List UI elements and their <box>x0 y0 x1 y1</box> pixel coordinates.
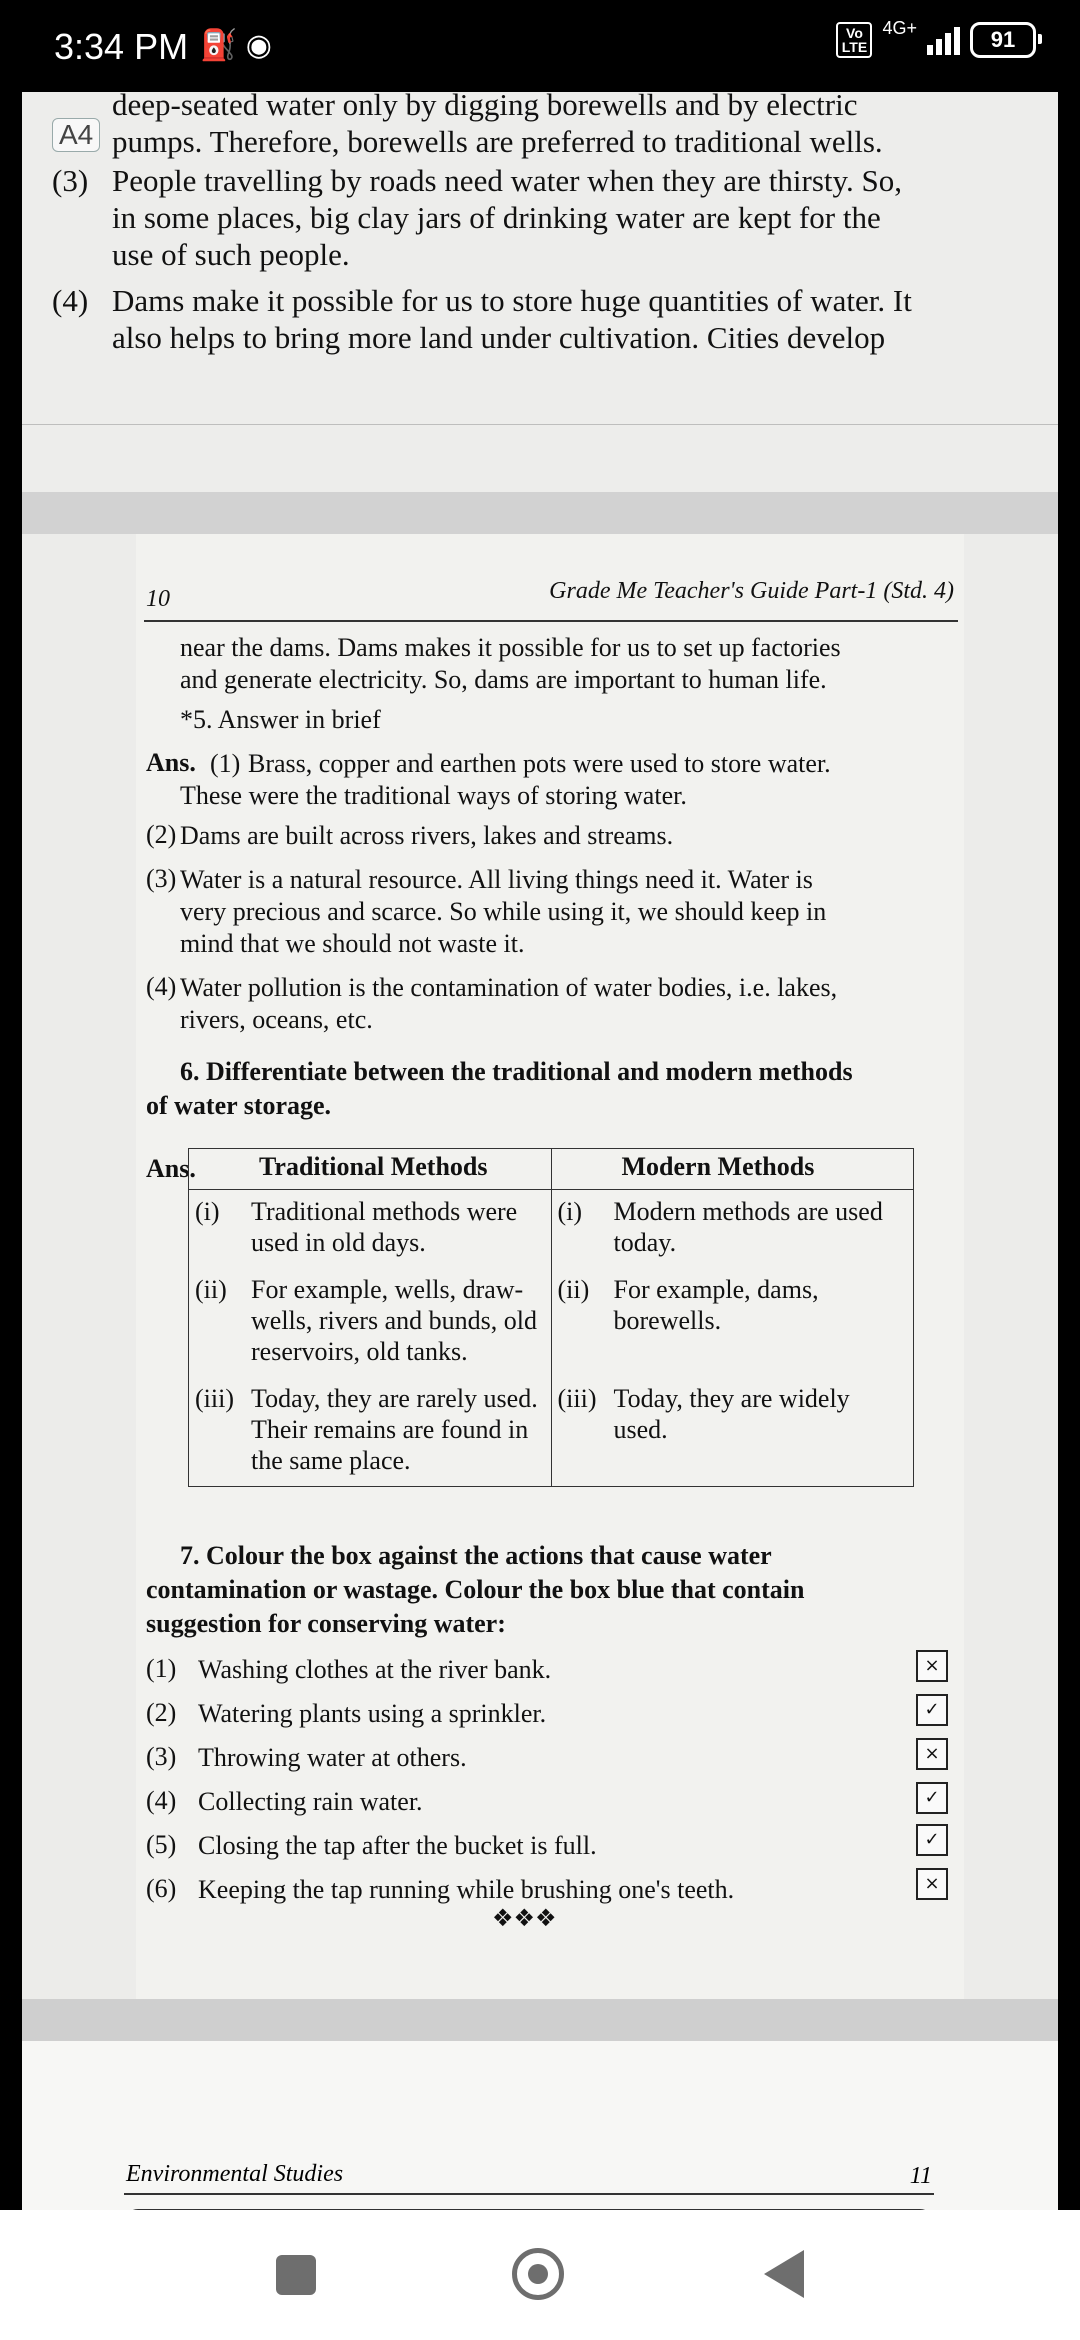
item-text: Closing the tap after the bucket is full. <box>198 1831 597 1860</box>
battery-icon <box>970 22 1036 58</box>
header-rule <box>144 620 958 622</box>
document-viewport[interactable] <box>22 92 1058 2210</box>
answer-checkbox: ✓ <box>916 1824 948 1856</box>
section-ornament: ❖❖❖ <box>492 1904 557 1932</box>
text-line: People travelling by roads need water when they are thirsty. So, <box>112 163 902 198</box>
question-7-title: contamination or wastage. Colour the box blue that contain <box>146 1575 805 1604</box>
cell-text: Modern methods are used today. <box>613 1197 883 1257</box>
item-number: (4) <box>52 283 89 318</box>
answer-prefix: Ans. <box>146 1154 196 1183</box>
item-number: (1) <box>146 1654 177 1683</box>
item-text: Washing clothes at the river bank. <box>198 1655 552 1684</box>
cell-text: Today, they are widely used. <box>613 1384 850 1444</box>
text-line: deep-seated water only by digging borewells and by electric <box>112 92 858 122</box>
answer-line: Water is a natural resource. All living things need it. Water is <box>180 865 813 894</box>
volte-icon: Vo LTE <box>836 22 872 58</box>
page-edge <box>22 424 1058 437</box>
answer-line: very precious and scarce. So while using it, we should keep in <box>180 897 827 926</box>
page-number: 11 <box>909 2163 932 2189</box>
answer-checkbox: × <box>916 1650 948 1682</box>
cell-text: For example, dams, borewells. <box>613 1275 819 1335</box>
next-page <box>22 2041 1058 2210</box>
item-number: (6) <box>146 1874 177 1903</box>
table-row <box>189 1377 914 1487</box>
row-number: (iii) <box>557 1384 597 1413</box>
cell-text: Today, they are rarely used. Their remains are found in the same place. <box>251 1384 538 1475</box>
answer-number: (4) <box>146 972 177 1001</box>
table-cell <box>551 1268 914 1377</box>
text-line: in some places, big clay jars of drinking water are kept for the <box>112 200 881 235</box>
item-text: Keeping the tap running while brushing one's teeth. <box>198 1875 735 1904</box>
text-line: pumps. Therefore, borewells are preferred to traditional wells. <box>112 124 883 159</box>
table-header-row <box>189 1149 914 1190</box>
page-gap <box>22 492 1058 534</box>
page-gap <box>22 1999 1058 2041</box>
item-number: (2) <box>146 1698 177 1727</box>
home-button[interactable] <box>512 2248 564 2300</box>
answer-checkbox: ✓ <box>916 1782 948 1814</box>
table-row <box>189 1268 914 1377</box>
table-row <box>189 1190 914 1269</box>
notification-icons: ⛽ ◉ <box>200 29 272 62</box>
answer-number: (1) <box>210 749 241 778</box>
recents-button[interactable] <box>276 2255 316 2295</box>
current-page <box>22 534 1058 1999</box>
answer-checkbox: × <box>916 1868 948 1900</box>
answer-prefix: Ans. <box>146 748 196 777</box>
running-title: Grade Me Teacher's Guide Part-1 (Std. 4) <box>549 578 954 604</box>
answer-number: (2) <box>146 820 177 849</box>
network-type: 4G+ <box>882 17 917 38</box>
clock: 3:34 PM <box>54 26 189 67</box>
table-cell <box>551 1377 914 1487</box>
question-7-title: suggestion for conserving water: <box>146 1609 506 1638</box>
navigation-bar <box>0 2210 1080 2340</box>
comparison-table <box>188 1148 914 1487</box>
row-number: (ii) <box>195 1275 227 1304</box>
header-rule <box>124 2193 934 2195</box>
text-line: use of such people. <box>112 237 350 272</box>
column-header: Modern Methods <box>551 1149 914 1190</box>
item-number: (3) <box>146 1742 177 1771</box>
answer-line: Water pollution is the contamination of water bodies, i.e. lakes, <box>180 973 838 1002</box>
question-6-title: of water storage. <box>146 1091 332 1120</box>
item-number: (4) <box>146 1786 177 1815</box>
item-number: (5) <box>146 1830 177 1859</box>
signal-icon <box>927 25 960 55</box>
item-text: Collecting rain water. <box>198 1787 423 1816</box>
running-title: Environmental Studies <box>126 2161 344 2187</box>
status-right <box>836 17 1036 58</box>
question-5-title: *5. Answer in brief <box>180 705 381 734</box>
item-text: Watering plants using a sprinkler. <box>198 1699 547 1728</box>
row-number: (iii) <box>195 1384 234 1413</box>
cell-text: Traditional methods were used in old days. <box>251 1197 518 1257</box>
text-line: Dams make it possible for us to store huge quantities of water. It <box>112 283 912 318</box>
previous-page <box>22 92 1058 492</box>
item-number: (3) <box>52 163 89 198</box>
answer-checkbox: × <box>916 1738 948 1770</box>
back-button[interactable] <box>764 2250 804 2298</box>
text-line: near the dams. Dams makes it possible for us to set up factories <box>180 633 841 662</box>
text-line: and generate electricity. So, dams are important to human life. <box>180 665 827 694</box>
battery-level: 91 <box>990 27 1016 52</box>
answer-line: rivers, oceans, etc. <box>180 1005 373 1034</box>
answer-line: mind that we should not waste it. <box>180 929 525 958</box>
item-text: Throwing water at others. <box>198 1743 467 1772</box>
question-6-title: 6. Differentiate between the traditional and modern methods <box>180 1057 853 1086</box>
answer-line: These were the traditional ways of storing water. <box>180 781 687 810</box>
row-number: (i) <box>557 1197 583 1226</box>
cell-text: For example, wells, draw-wells, rivers and bunds, old reservoirs, old tanks. <box>251 1275 537 1366</box>
answer-checkbox: ✓ <box>916 1694 948 1726</box>
question-7-title: 7. Colour the box against the actions that cause water <box>180 1541 772 1570</box>
table-cell <box>189 1268 552 1377</box>
answer-line: Brass, copper and earthen pots were used to store water. <box>248 749 831 778</box>
table-cell <box>551 1190 914 1269</box>
column-header: Traditional Methods <box>189 1149 552 1190</box>
page-paper <box>136 534 964 1999</box>
text-line: also helps to bring more land under cultivation. Cities develop <box>112 320 886 355</box>
page-tag: A4 <box>52 118 100 152</box>
row-number: (ii) <box>557 1275 590 1304</box>
row-number: (i) <box>195 1197 220 1226</box>
page-number: 10 <box>146 586 170 612</box>
status-bar <box>0 0 1080 92</box>
answer-number: (3) <box>146 864 177 893</box>
answer-line: Dams are built across rivers, lakes and streams. <box>180 821 674 850</box>
table-cell <box>189 1377 552 1487</box>
table-cell <box>189 1190 552 1269</box>
